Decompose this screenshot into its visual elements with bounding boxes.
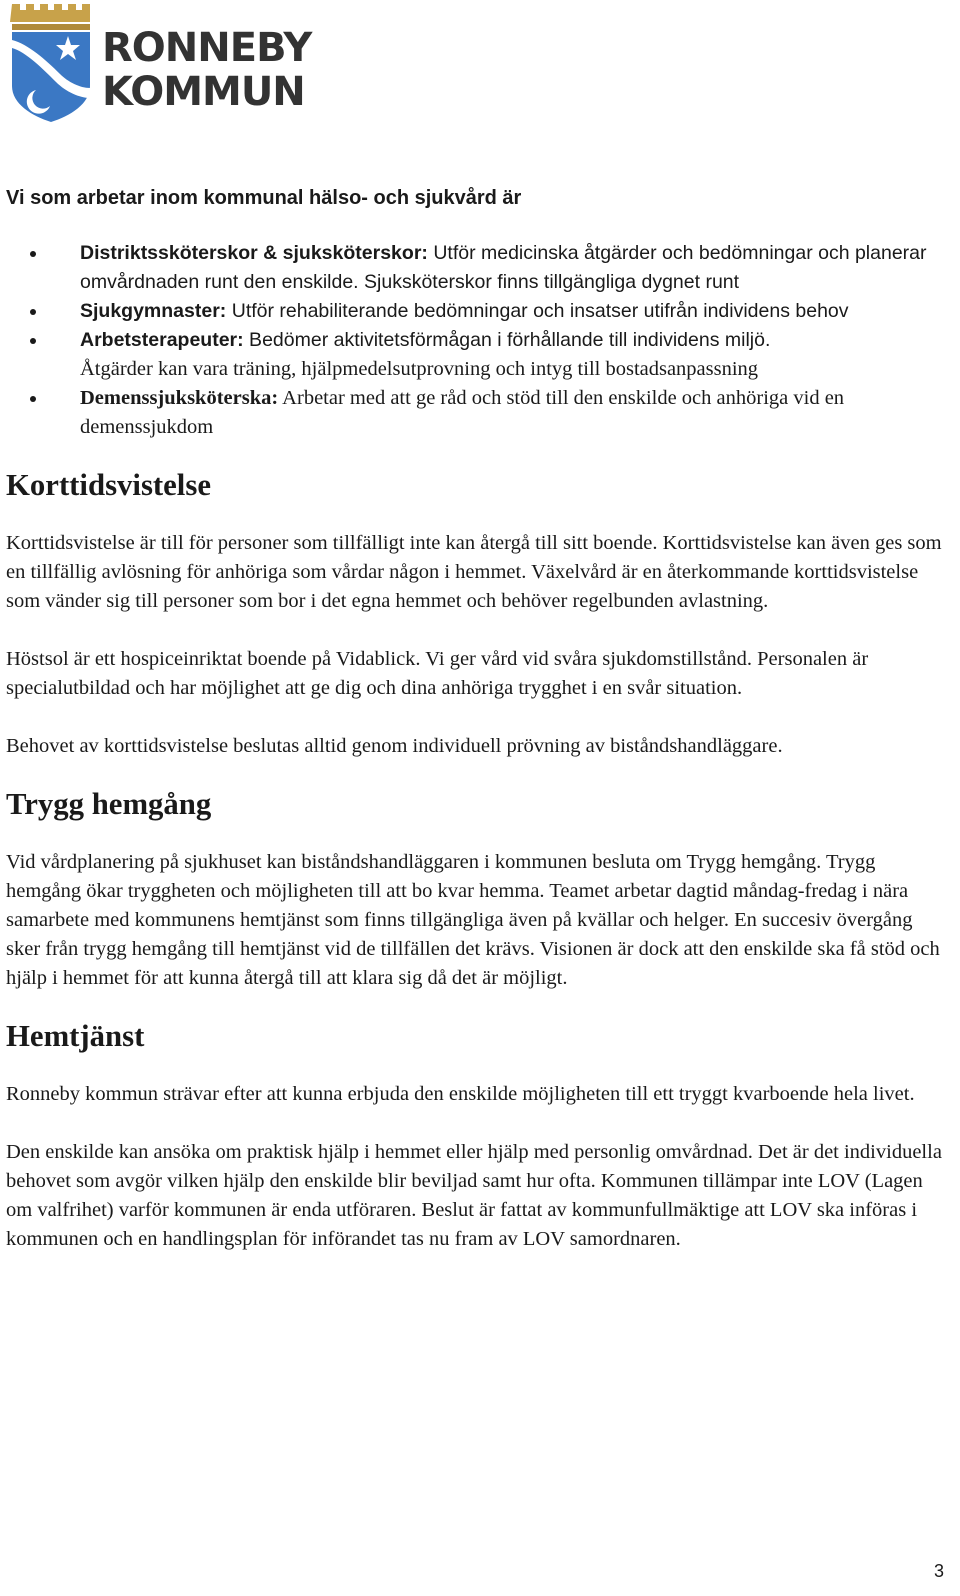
role-description: Utför medicinska åtgärder och bedömningar och planerar omvårdnaden runt den enskilde. Sjuksköterskor finns tillgängliga dygnet runt [80,242,927,293]
list-item [80,297,950,326]
paragraph: Höstsol är ett hospiceinriktat boende på Vidablick. Vi ger vård vid svåra sjukdomstillstånd. Personalen är specialutbildad och har möjlighet att ge dig och dina anhöriga trygghet i en svår situation. [6,648,869,699]
section-heading-trygg-hemgang: Trygg hemgång [6,787,212,821]
paragraph: Behovet av korttidsvistelse beslutas alltid genom individuell prövning av biståndshandläggare. [6,735,783,757]
role-description: Arbetar med att ge råd och stöd till den enskilde och anhöriga vid en demenssjukdom [80,387,845,438]
logo-wordmark [102,26,311,114]
bullet-icon [30,309,36,315]
header-logo [8,2,311,124]
bullet-icon [30,251,36,257]
bullet-icon [30,338,36,344]
paragraph: Vid vårdplanering på sjukhuset kan biståndshandläggaren i kommunen besluta om Trygg hemgång. Trygg hemgång ökar tryggheten och möjligheten till att bo kvar hemma. Teamet arbetar dagtid måndag-fredag i nära samarbete med kommunens hemtjänst som finns tillgängliga även på kvällar och helger. En succesiv övergång sker från trygg hemgång till hemtjänst vid de tillfällen det krävs. Visionen är dock att den enskilde ska få stöd och hjälp i hemmet för att kunna återgå till att klara sig då det är möjligt. [6,851,940,989]
list-item [80,326,950,384]
section-heading-hemtjanst: Hemtjänst [6,1019,145,1053]
role-title: Demenssjuksköterska: [80,387,279,409]
paragraph: Ronneby kommun strävar efter att kunna erbjuda den enskilde möjligheten till ett tryggt kvarboende hela livet. [6,1083,915,1105]
paragraph: Den enskilde kan ansöka om praktisk hjälp i hemmet eller hjälp med personlig omvårdnad. Det är det individuella behovet som avgör vilken hjälp den enskilde blir beviljad samt hur ofta. Kommunen tillämpar inte LOV (Lagen om valfrihet) varför kommunen är enda utföraren. Beslut är fattat av kommunfullmäktige att LOV ska införas i kommunen och en handlingsplan för införandet tas nu fram av LOV samordnaren. [6,1141,942,1250]
section-heading-healthcare: Vi som arbetar inom kommunal hälso- och sjukvård är [6,187,522,209]
role-description-continued: Åtgärder kan vara träning, hjälpmedelsutprovning och intyg till bostadsanpassning [80,358,759,380]
role-description: Bedömer aktivitetsförmågan i förhållande till individens miljö. [243,329,771,351]
section-heading-korttidsvistelse: Korttidsvistelse [6,468,211,502]
logo-line-2: KOMMUN [102,69,305,115]
list-item [80,384,950,442]
document-body [6,180,950,1254]
bullet-icon [30,396,36,402]
ronneby-crest-icon [8,2,92,124]
role-description: Utför rehabiliterande bedömningar och insatser utifrån individens behov [226,300,849,322]
role-title: Distriktssköterskor & sjuksköterskor: [80,242,428,264]
role-title: Arbetsterapeuter: [80,329,244,351]
page-number: 3 [933,1561,944,1581]
logo-line-1: RONNEBY [102,25,312,71]
roles-list [6,239,950,442]
paragraph: Korttidsvistelse är till för personer som tillfälligt inte kan återgå till sitt boende. Korttidsvistelse kan även ges som en tillfällig avlösning för anhöriga som vårdar någon i hemmet. Växelvård är en återkommande korttidsvistelse som vänder sig till personer som bor i det egna hemmet och behöver regelbunden avlastning. [6,532,942,612]
list-item [80,239,950,297]
role-title: Sjukgymnaster: [80,300,227,322]
